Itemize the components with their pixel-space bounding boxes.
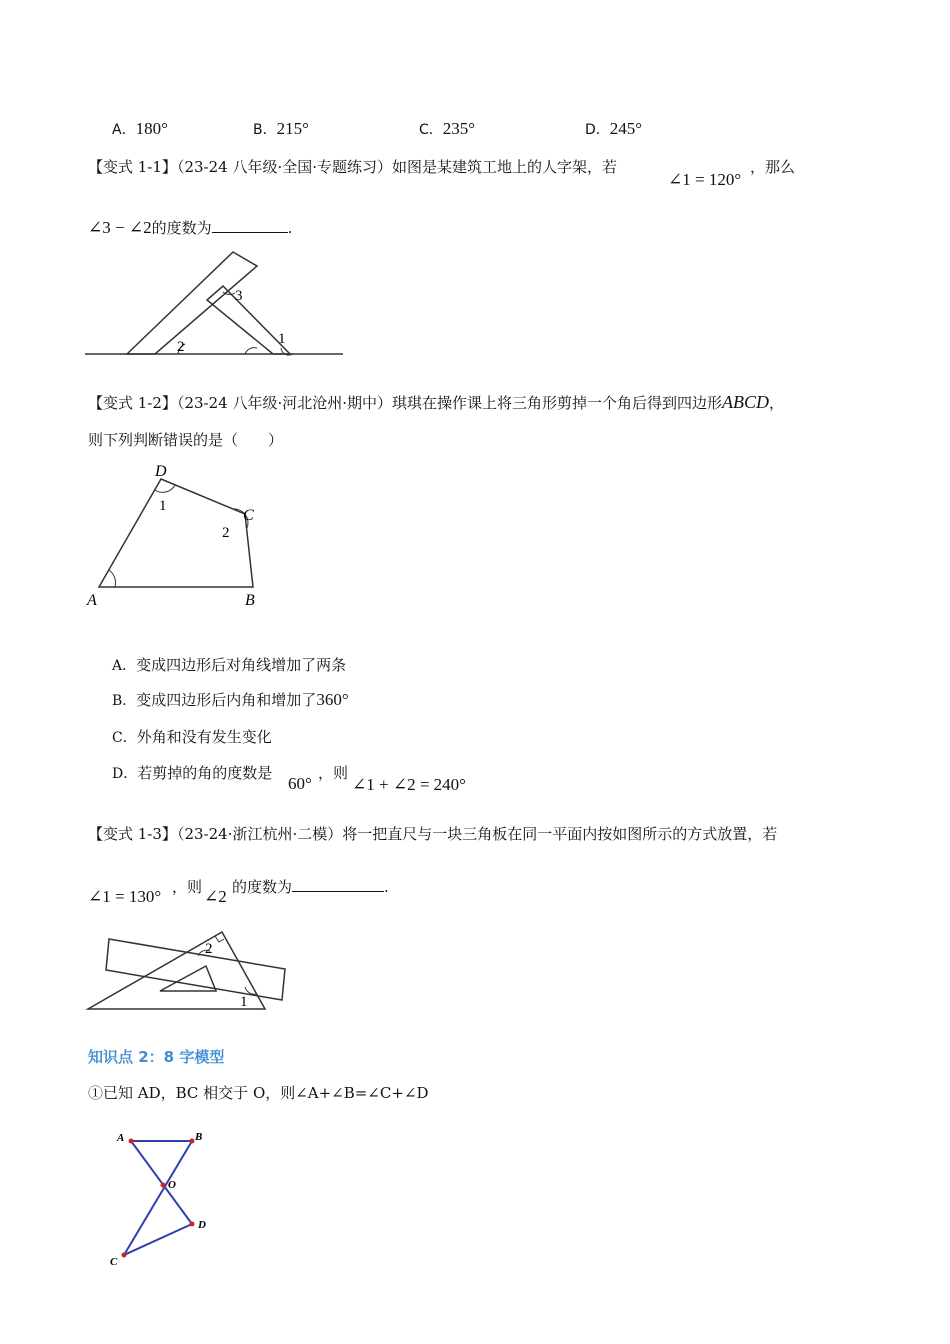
v11-source: （23-24 八年级·全国·专题练习） — [176, 158, 392, 176]
option-a[interactable]: A．180° — [112, 119, 168, 138]
label-c: C — [243, 507, 254, 524]
v13-ask: 的度数为 . — [232, 878, 389, 896]
v11-expr: ∠3 − ∠2 — [88, 218, 152, 237]
kp2-figure-eight — [100, 1125, 220, 1275]
label-d: D — [155, 463, 167, 480]
label-1: 1 — [278, 331, 286, 347]
angle-arc-mid — [245, 348, 257, 354]
label-3: 3 — [235, 288, 243, 304]
point-a — [129, 1139, 134, 1144]
v11-condition: ∠1 = 120° — [668, 170, 742, 189]
option-c[interactable]: C．235° — [419, 119, 476, 138]
v12-text: 琪琪在操作课上将三角形剪掉一个角后得到四边形 — [392, 394, 723, 412]
label-c: C — [110, 1256, 118, 1268]
v11-text: 如图是某建筑工地上的人字架，若 — [392, 158, 618, 176]
triangle-plate-outer — [88, 932, 265, 1009]
v13-line1 — [88, 823, 777, 844]
v12-option-a[interactable]: A．变成四边形后对角线增加了两条 — [112, 656, 347, 674]
v13-tag: 【变式 1-3】 — [88, 825, 177, 843]
right-angle-mark — [215, 936, 224, 942]
quad-abcd — [99, 479, 253, 587]
v12-tag: 【变式 1-2】 — [88, 394, 177, 412]
label-b: B — [245, 592, 255, 609]
label-2: 2 — [177, 339, 185, 355]
kp2-heading: 知识点 2：8 字模型 — [88, 1048, 225, 1066]
v12-quad: ABCD — [722, 392, 770, 412]
v11-tail: ，那么 — [750, 158, 796, 176]
segment-bc — [124, 1141, 192, 1255]
v11-line1 — [88, 156, 617, 177]
v13-answer-blank[interactable] — [292, 877, 384, 892]
label-1: 1 — [159, 498, 167, 514]
v13-source: （23-24·浙江杭州·二模） — [176, 825, 343, 843]
label-1: 1 — [240, 994, 248, 1010]
v13-condition: ∠1 = 130° — [88, 887, 162, 906]
point-c — [122, 1253, 127, 1258]
label-o: O — [168, 1179, 176, 1191]
v12-figure-quadrilateral — [85, 462, 275, 612]
v12-option-d-equation: ∠1 + ∠2 = 240° — [352, 775, 466, 794]
angle-a-arc — [109, 570, 116, 587]
segment-ad — [131, 1141, 192, 1224]
v13-figure-ruler-triangle — [85, 928, 295, 1014]
v12-option-b[interactable]: B．变成四边形后内角和增加了360° — [112, 690, 349, 709]
label-b: B — [195, 1131, 203, 1143]
v11-line2: ∠3 − ∠2的度数为 . — [88, 218, 293, 237]
label-d: D — [198, 1219, 206, 1231]
v12-option-d-angle: 60° — [288, 774, 312, 793]
v11-ask: 的度数为 — [151, 219, 212, 237]
label-2: 2 — [222, 525, 230, 541]
v11-figure-herringbone — [85, 248, 345, 360]
v13-angle: ∠2 — [204, 887, 227, 906]
v12-line1: 【变式 1-2】（23-24 八年级·河北沧州·期中）琪琪在操作课上将三角形剪掉一个角后得到四边形ABCD， — [88, 392, 785, 412]
point-b — [190, 1139, 195, 1144]
v12-source: （23-24 八年级·河北沧州·期中） — [176, 394, 392, 412]
point-d — [190, 1222, 195, 1227]
kp2-statement: ①已知 AD，BC 相交于 O，则∠A+∠B=∠C+∠D — [88, 1084, 429, 1102]
label-a: A — [87, 592, 97, 609]
v13-text: 将一把直尺与一块三角板在同一平面内按如图所示的方式放置，若 — [342, 825, 778, 843]
v12-option-c[interactable]: C．外角和没有发生变化 — [112, 728, 272, 746]
v11-tag: 【变式 1-1】 — [88, 158, 177, 176]
v12-line2: 则下列判断错误的是（ ） — [88, 431, 284, 449]
angle-1-arc — [155, 485, 175, 492]
option-b[interactable]: B．215° — [253, 119, 309, 138]
label-a: A — [117, 1132, 125, 1144]
label-2: 2 — [205, 941, 213, 957]
v11-answer-blank[interactable] — [212, 218, 288, 233]
option-d[interactable]: D．245° — [585, 119, 643, 138]
point-o — [161, 1183, 166, 1188]
